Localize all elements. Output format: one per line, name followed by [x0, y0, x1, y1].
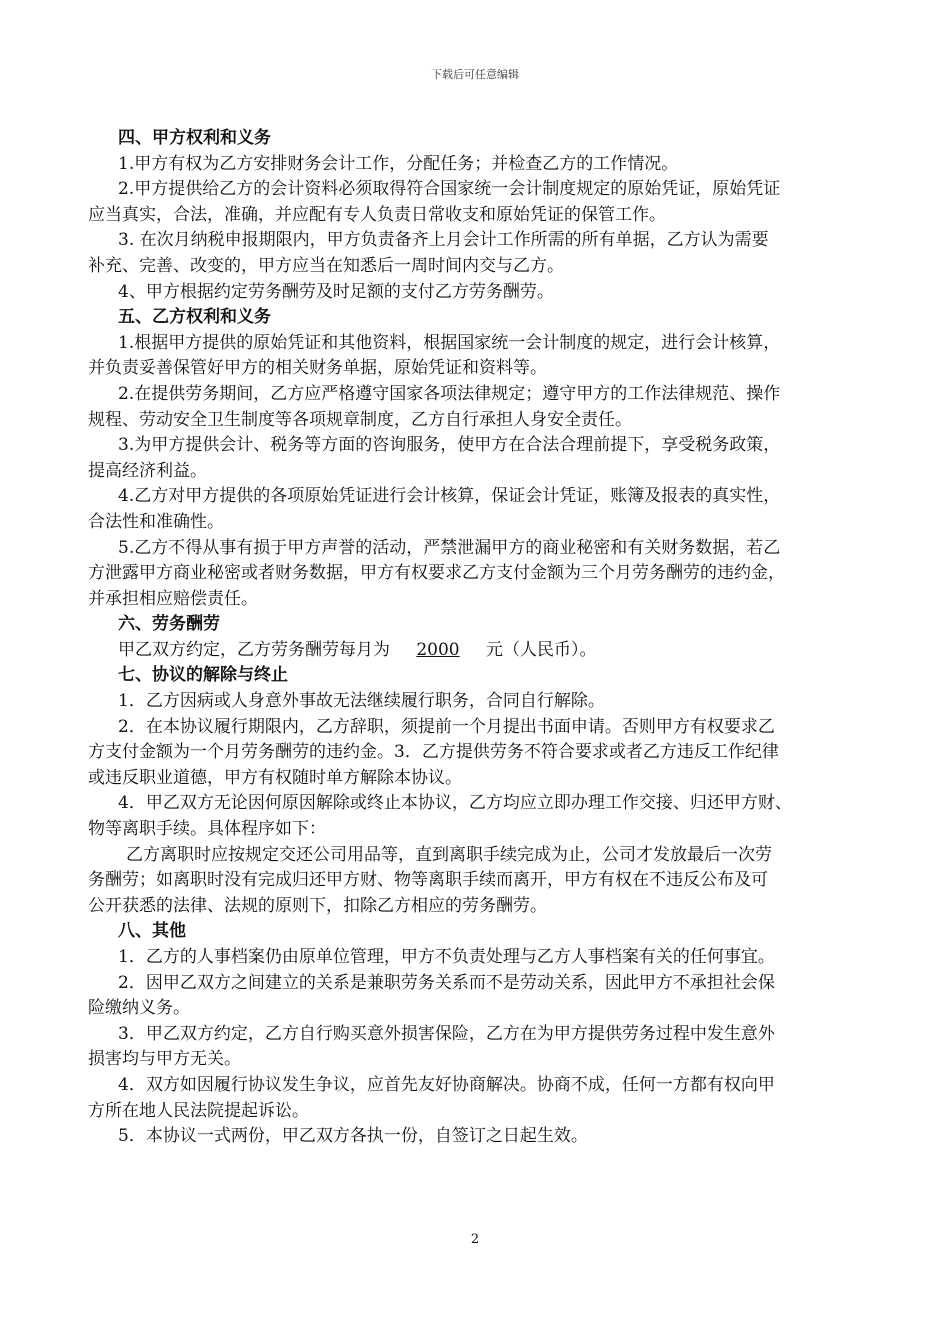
paragraph-line: 务酬劳；如离职时没有完成归还甲方财、物等离职手续而离开，甲方有权在不违反公布及可 — [88, 870, 768, 891]
paragraph-line: 4．甲乙双方无论因何原因解除或终止本协议，乙方均应立即办理工作交接、归还甲方财、 — [118, 793, 792, 814]
fee-prefix: 甲乙双方约定，乙方劳务酬劳每月为 — [118, 639, 390, 660]
paragraph-line: 方所在地人民法院提起诉讼。 — [88, 1100, 309, 1121]
paragraph-line: 1.根据甲方提供的原始凭证和其他资料，根据国家统一会计制度的规定，进行会计核算， — [118, 332, 781, 353]
paragraph-line: 损害均与甲方无关。 — [88, 1049, 241, 1070]
paragraph-line: 方支付金额为一个月劳务酬劳的违约金。3．乙方提供劳务不符合要求或者乙方违反工作纪律 — [88, 742, 779, 763]
paragraph-line: 险缴纳义务。 — [88, 998, 190, 1019]
section-heading: 六、劳务酬劳 — [118, 614, 220, 635]
section-heading: 七、协议的解除与终止 — [118, 665, 288, 686]
section-heading: 四、甲方权利和义务 — [118, 128, 271, 148]
section-heading: 五、乙方权利和义务 — [118, 307, 271, 328]
paragraph-line: 乙方离职时应按规定交还公司用品等，直到离职手续完成为止，公司才发放最后一次劳 — [126, 844, 772, 865]
document-body — [88, 126, 863, 1150]
paragraph-line: 2.甲方提供给乙方的会计资料必须取得符合国家统一会计制度规定的原始凭证，原始凭证 — [118, 179, 781, 200]
paragraph-line: 5.乙方不得从事有损于甲方声誉的活动，严禁泄漏甲方的商业秘密和有关财务数据，若乙 — [118, 537, 781, 558]
paragraph-line: 提高经济利益。 — [88, 460, 207, 481]
paragraph-line: 2．因甲乙双方之间建立的关系是兼职劳务关系而不是劳动关系，因此甲方不承担社会保 — [118, 972, 775, 993]
page-header: 下载后可任意编辑 — [431, 68, 519, 81]
paragraph-line: 4、甲方根据约定劳务酬劳及时足额的支付乙方劳务酬劳。 — [118, 281, 554, 302]
paragraph-line: 合法性和准确性。 — [88, 511, 224, 532]
page-number: 2 — [470, 1232, 480, 1247]
paragraph-line: 规程、劳动安全卫生制度等各项规章制度，乙方自行承担人身安全责任。 — [88, 409, 632, 430]
paragraph-line: 3. 在次月纳税申报期限内，甲方负责备齐上月会计工作所需的所有单据，乙方认为需要 — [118, 230, 769, 251]
section-heading: 八、其他 — [118, 921, 186, 942]
paragraph-line: 3．甲乙双方约定，乙方自行购买意外损害保险，乙方在为甲方提供劳务过程中发生意外 — [118, 1023, 775, 1044]
fee-amount: 2000 — [416, 639, 460, 660]
paragraph-line: 1．乙方的人事档案仍由原单位管理，甲方不负责处理与乙方人事档案有关的任何事宜。 — [118, 947, 775, 967]
paragraph-line: 补充、完善、改变的，甲方应当在知悉后一周时间内交与乙方。 — [88, 255, 564, 276]
paragraph-line: 物等离职手续。具体程序如下： — [88, 819, 326, 840]
paragraph-line: 5．本协议一式两份，甲乙双方各执一份，自签订之日起生效。 — [118, 1126, 588, 1147]
paragraph-line: 2.在提供劳务期间，乙方应严格遵守国家各项法律规定；遵守甲方的工作法律规范、操作 — [118, 383, 781, 404]
paragraph-line: 方泄露甲方商业秘密或者财务数据，甲方有权要求乙方支付金额为三个月劳务酬劳的违约金， — [88, 563, 785, 584]
fee-clause — [88, 638, 863, 664]
fee-suffix: 元（人民币）。 — [486, 639, 597, 660]
paragraph-line: 或违反职业道德，甲方有权随时单方解除本协议。 — [88, 767, 462, 788]
paragraph-line: 2．在本协议履行期限内，乙方辞职，须提前一个月提出书面申请。否则甲方有权要求乙 — [118, 716, 775, 737]
paragraph-line: 4．双方如因履行协议发生争议，应首先友好协商解决。协商不成，任何一方都有权向甲 — [118, 1074, 775, 1095]
paragraph-line: 1．乙方因病或人身意外事故无法继续履行职务，合同自行解除。 — [118, 691, 605, 712]
paragraph-line: 公开获悉的法律、法规的原则下，扣除乙方相应的劳务酬劳。 — [88, 895, 547, 916]
paragraph-line: 1.甲方有权为乙方安排财务会计工作，分配任务；并检查乙方的工作情况。 — [118, 153, 679, 174]
paragraph-line: 3.为甲方提供会计、税务等方面的咨询服务，使甲方在合法合理前提下，享受税务政策， — [118, 435, 781, 456]
paragraph-line: 应当真实，合法，准确，并应配有专人负责日常收支和原始凭证的保管工作。 — [88, 204, 666, 225]
paragraph-line: 并负责妥善保管好甲方的相关财务单据，原始凭证和资料等。 — [88, 358, 547, 379]
paragraph-line: 4.乙方对甲方提供的各项原始凭证进行会计核算，保证会计凭证，账簿及报表的真实性， — [118, 486, 781, 507]
paragraph-line: 并承担相应赔偿责任。 — [88, 588, 258, 609]
